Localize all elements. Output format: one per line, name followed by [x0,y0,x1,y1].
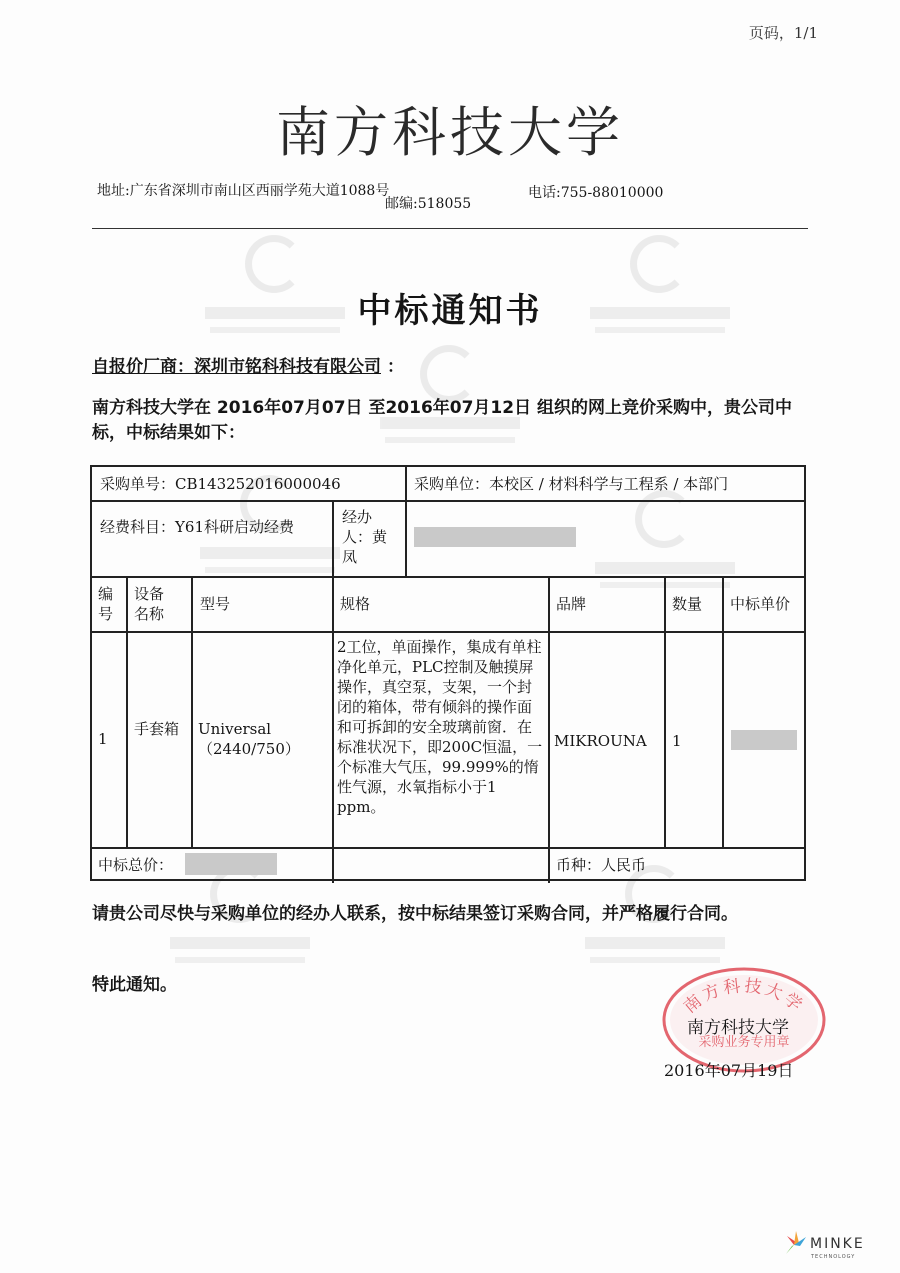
item-device: 手套箱 [134,720,180,738]
item-model: Universal（2440/750） [198,720,300,758]
address: 地址:广东省深圳市南山区西丽学苑大道1088号 [97,183,390,199]
vendor-name: 深圳市铭科科技有限公司 [194,357,381,377]
signer: 南方科技大学 [687,1018,789,1038]
redacted-handler-info [414,527,576,547]
intro-text: 南方科技大学在 2016年07月07日 至2016年07月12日 组织的网上竞价采购中，贵公司中标，中标结果如下： [92,398,793,443]
header-price: 中标单价 [730,595,791,613]
header-divider [92,228,808,229]
header-brand: 品牌 [556,595,587,613]
page-number: 页码，1/1 [748,24,818,42]
vendor-suffix: ： [387,357,404,377]
redacted-unit-price [731,730,797,750]
university-title: 南方科技大学 [276,101,624,164]
item-qty: 1 [672,732,682,750]
redacted-total-price [185,853,277,875]
header-qty: 数量 [672,595,703,613]
header-no: 编号 [98,585,114,623]
closing-request: 请贵公司尽快与采购单位的经办人联系，按中标结果签订采购合同，并严格履行合同。 [92,904,738,924]
vendor-line [92,352,404,377]
notice-title: 中标通知书 [357,291,543,331]
item-brand: MIKROUNA [554,732,647,750]
header-spec: 规格 [340,595,371,613]
stamp-top-text: 南方科技大学 [680,976,808,1018]
header-device: 设备名称 [134,585,165,623]
result-table [90,465,806,881]
header-model: 型号 [200,595,231,613]
item-spec: 2工位，单面操作，集成有单柱净化单元，PLC控制及触摸屏操作，真空泵，支架，一个封闭的箱体，带有倾斜的操作面和可拆卸的安全玻璃前窗．在标准状况下，即200C恒温，一个标准大气压，99.999%的惰性气源，水氧指标小于1 ppm。 [337,638,543,816]
currency: 币种：人民币 [556,856,647,874]
minke-brand: MINKE [810,1236,865,1252]
order-number: 采购单号：CB143252016000046 [100,475,341,493]
vendor-label: 自报价厂商： [92,357,194,377]
funding-subject: 经费科目：Y61科研启动经费 [100,518,294,536]
total-label: 中标总价： [98,856,174,874]
purchasing-unit: 采购单位：本校区 / 材料科学与工程系 / 本部门 [414,475,729,493]
starburst-icon [786,1231,806,1255]
minke-tagline: TECHNOLOGY [811,1254,856,1260]
item-no: 1 [98,730,108,748]
handler: 经办人：黄凤 [342,508,388,566]
notify-text: 特此通知。 [92,975,177,995]
sign-date: 2016年07月19日 [664,1061,794,1080]
minke-logo [782,1227,892,1263]
stamp-bottom-text: 采购业务专用章 [698,1035,790,1050]
postcode: 邮编:518055 [385,196,472,212]
phone: 电话:755-88010000 [528,185,664,201]
